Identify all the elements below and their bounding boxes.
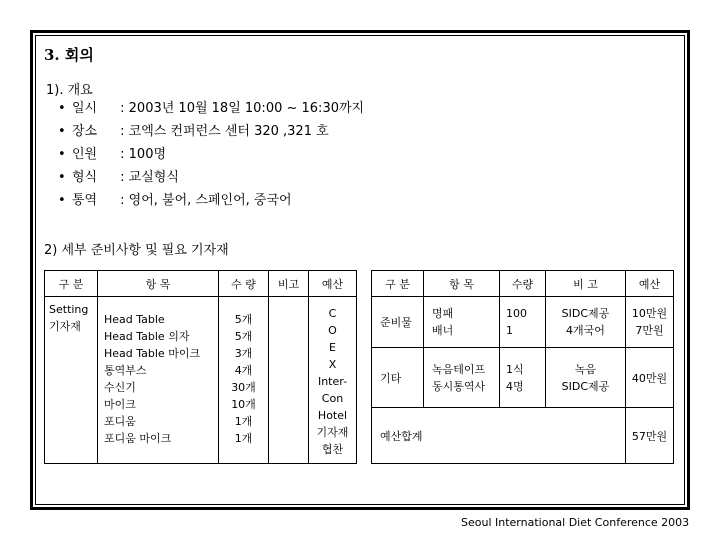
header-note: 비고 [269, 271, 309, 297]
quantities-cell: 100 1 [500, 297, 546, 348]
overview-item: • 형식 : 교실형식 [58, 170, 179, 185]
quantities-cell: 1식 4명 [500, 348, 546, 408]
notes-cell: SIDC제공 4개국어 [546, 297, 626, 348]
bullet-icon: • [58, 124, 66, 139]
header-category: 구 분 [45, 271, 98, 297]
total-value: 57만원 [626, 408, 674, 464]
overview-item: • 일시 : 2003년 10월 18일 10:00 ~ 16:30까지 [58, 101, 365, 116]
table-header-row [45, 271, 357, 297]
total-label: 예산합계 [372, 408, 626, 464]
equipment-table [44, 270, 357, 464]
header-note: 비 고 [546, 271, 626, 297]
budget-cell: C O E X Inter- Con Hotel 기자재 협찬 [309, 297, 357, 464]
quantities-cell: 5개 5개 3개 4개 30개 10개 1개 1개 [219, 297, 269, 464]
footer-text: Seoul International Diet Conference 2003 [461, 516, 690, 529]
budget-cell: 40만원 [626, 348, 674, 408]
note-cell [269, 297, 309, 464]
table-row [372, 348, 674, 408]
section-title: 3. 회의 [44, 46, 94, 64]
overview-list [58, 100, 364, 215]
header-quantity: 수 량 [219, 271, 269, 297]
table-header-row [372, 271, 674, 297]
bullet-icon: • [58, 170, 66, 185]
bullet-icon: • [58, 193, 66, 208]
details-heading: 2) 세부 준비사항 및 필요 기자재 [44, 243, 229, 258]
header-category: 구 분 [372, 271, 424, 297]
table-row [45, 297, 357, 464]
category-cell: Setting 기자재 [45, 297, 98, 464]
overview-item: • 인원 : 100명 [58, 147, 167, 162]
bullet-icon: • [58, 101, 66, 116]
table-row [372, 297, 674, 348]
overview-item: • 장소 : 코엑스 컨퍼런스 센터 320 ,321 호 [58, 124, 329, 139]
notes-cell: 녹음 SIDC제공 [546, 348, 626, 408]
items-cell: 명패 배너 [424, 297, 500, 348]
header-item: 항 목 [424, 271, 500, 297]
overview-heading: 1). 개요 [46, 83, 93, 98]
items-cell: Head Table Head Table 의자 Head Table 마이크 통역부스 수신기 마이크 포디움 포디움 마이크 [98, 297, 219, 464]
table-row-total [372, 408, 674, 464]
budget-cell: 10만원 7만원 [626, 297, 674, 348]
budget-table [371, 270, 674, 464]
category-cell: 기타 [372, 348, 424, 408]
header-budget: 예산 [309, 271, 357, 297]
category-cell: 준비물 [372, 297, 424, 348]
items-cell: 녹음테이프 동시통역사 [424, 348, 500, 408]
header-quantity: 수량 [500, 271, 546, 297]
bullet-icon: • [58, 147, 66, 162]
header-item: 항 목 [98, 271, 219, 297]
overview-item: • 통역 : 영어, 불어, 스페인어, 중국어 [58, 193, 292, 208]
header-budget: 예산 [626, 271, 674, 297]
